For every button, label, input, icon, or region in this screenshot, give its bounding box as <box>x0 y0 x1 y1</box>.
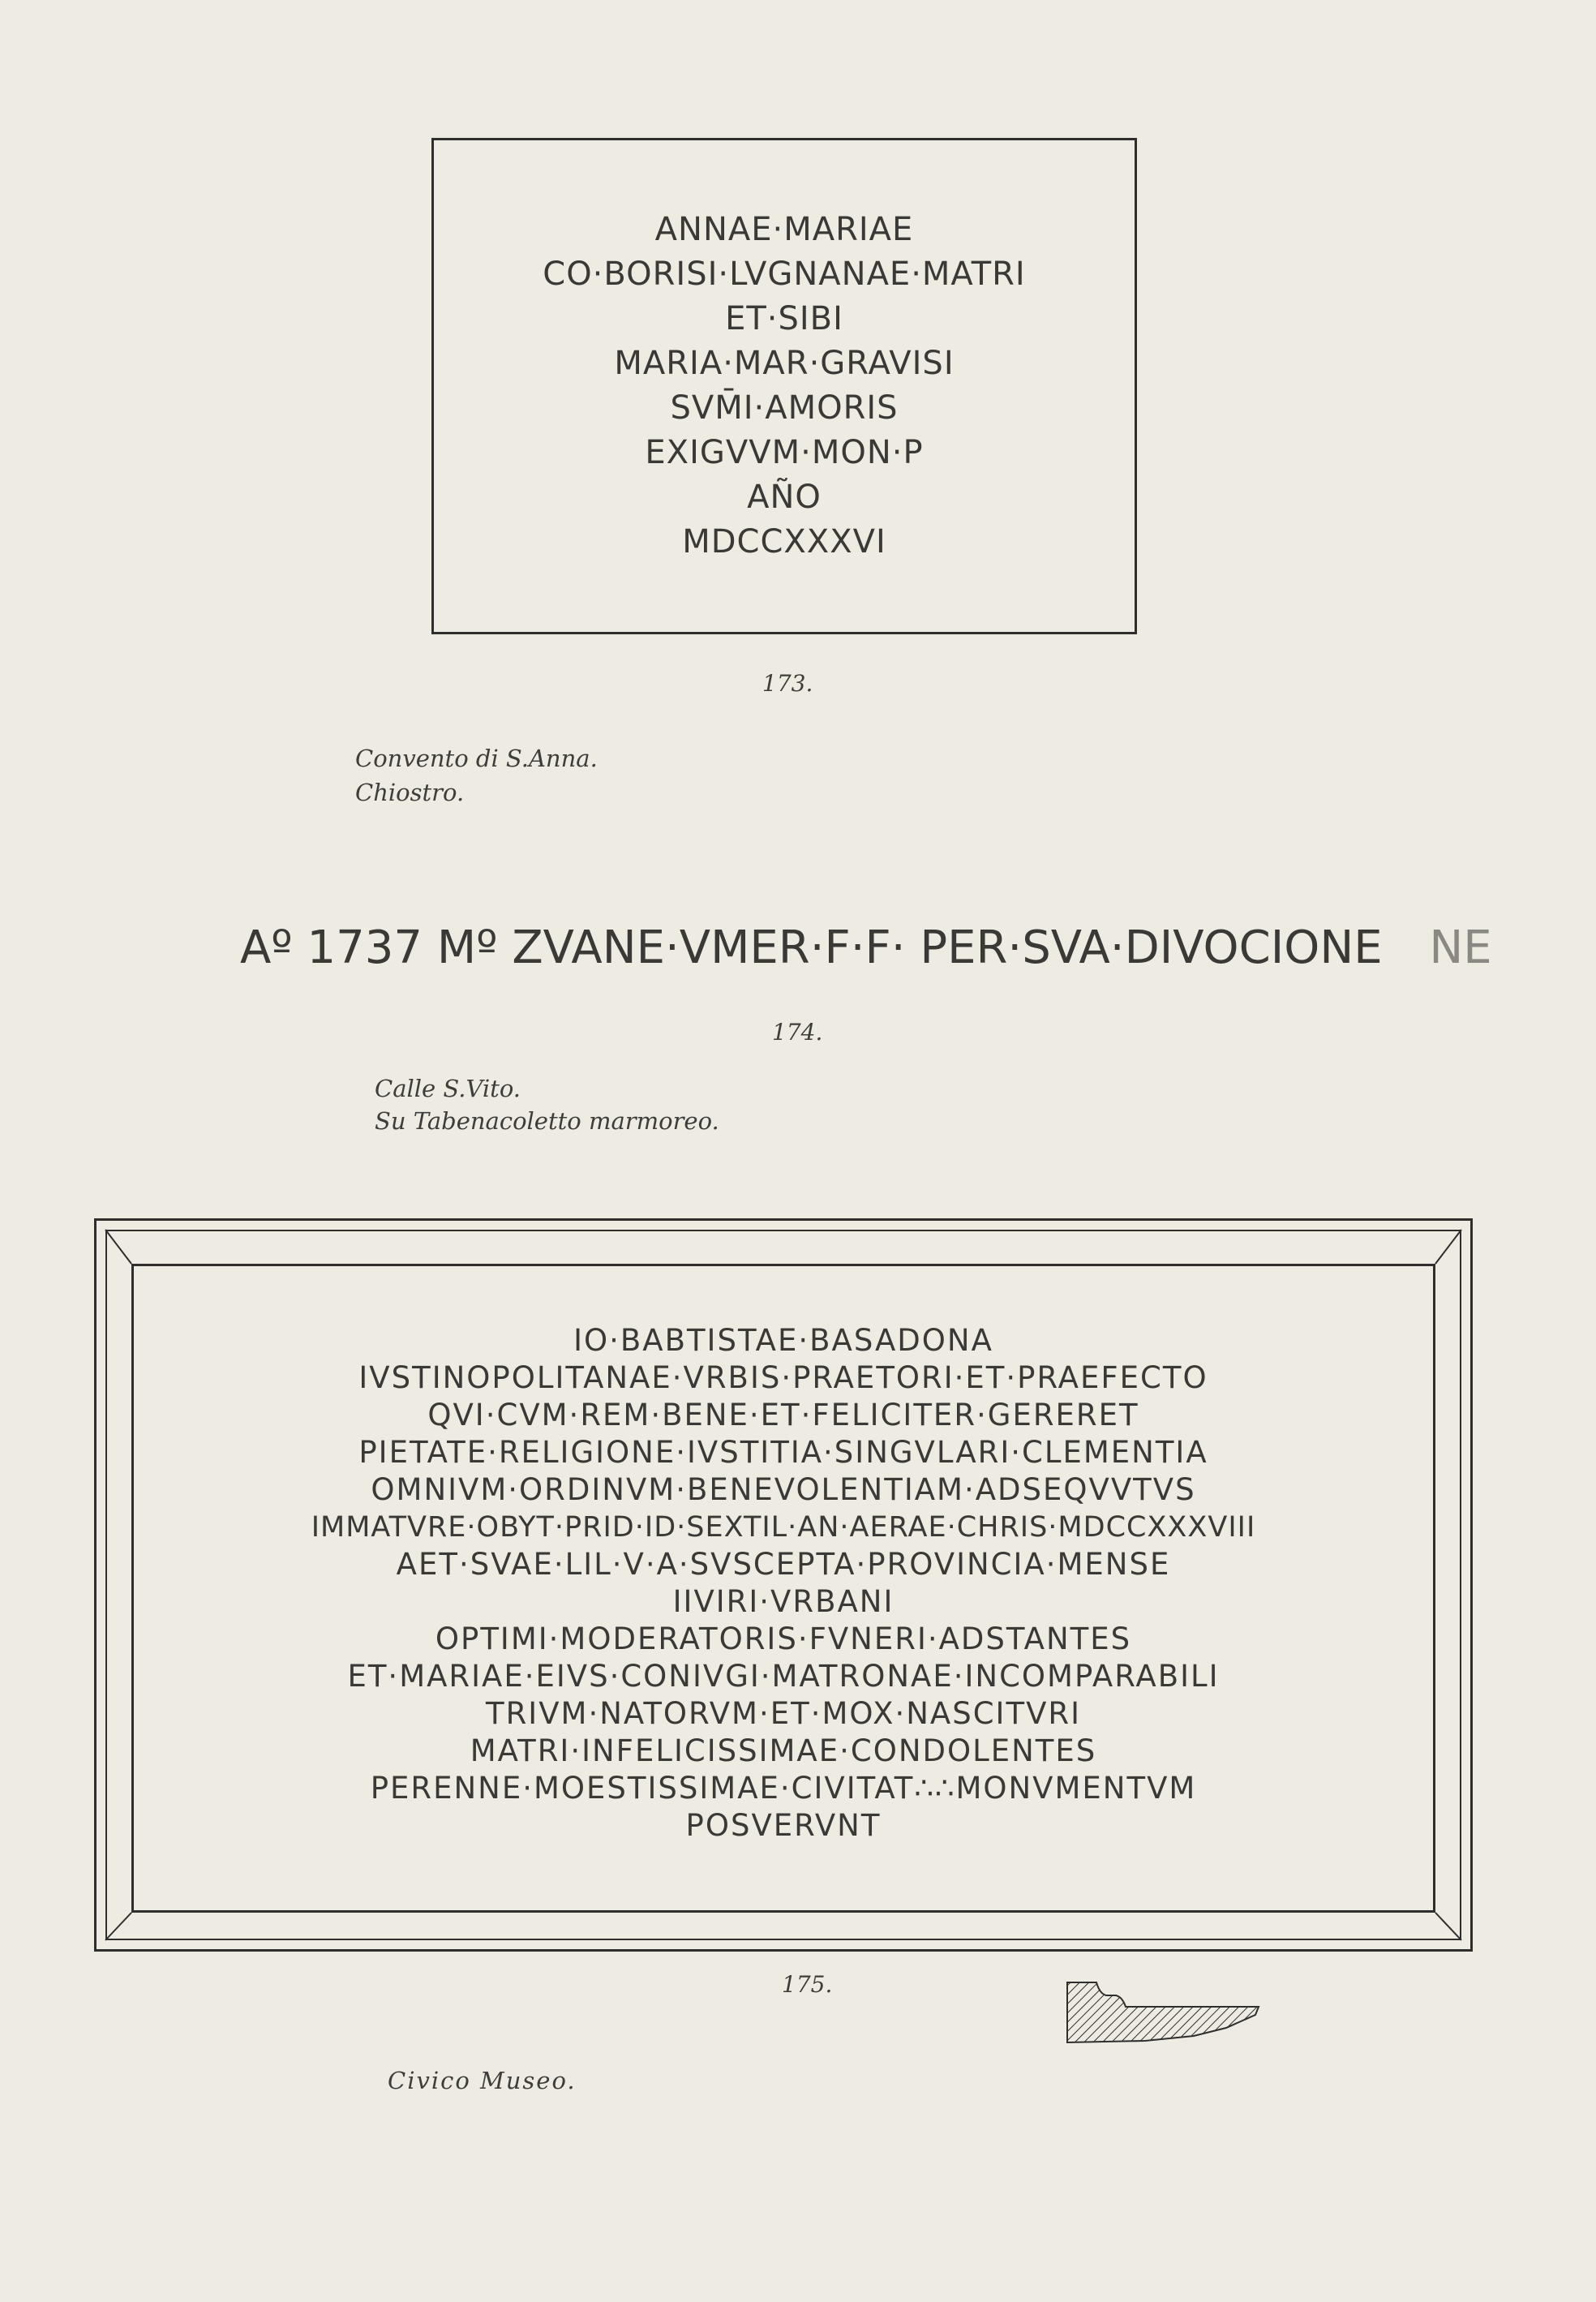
moulding-profile-drawing <box>1064 1979 1267 2044</box>
inscription-line: EXIGVVM·MON·P <box>645 434 924 471</box>
inscription-line: CO·BORISI·LVGNANAE·MATRI <box>543 256 1026 293</box>
plate-number-173: 173. <box>762 670 813 697</box>
plate-number-174: 174. <box>772 1019 823 1046</box>
inscription-line: IO·BABTISTAE·BASADONA <box>573 1323 993 1358</box>
inscription-line: AÑO <box>747 479 822 516</box>
inscription-line: TRIVM·NATORVM·ET·MOX·NASCITVRI <box>485 1696 1082 1731</box>
plate-number-175: 175. <box>782 1971 833 1998</box>
location-note-173 <box>355 741 598 810</box>
inscription-line: QVI·CVM·REM·BENE·ET·FELICITER·GERERET <box>427 1398 1139 1432</box>
location-line: Calle S.Vito. <box>375 1075 521 1102</box>
inscription-line: IIVIRI·VRBANI <box>672 1584 895 1619</box>
location-note-175: Civico Museo. <box>388 2067 577 2094</box>
inscription-line: OMNIVM·ORDINVM·BENEVOLENTIAM·ADSEQVVTVS <box>371 1472 1196 1507</box>
inscription-line: ET·MARIAE·EIVS·CONIVGI·MATRONAE·INCOMPARABILI <box>347 1659 1220 1694</box>
inscription-line: POSVERVNT <box>685 1808 882 1843</box>
location-line: Su Tabenacoletto marmoreo. <box>375 1107 719 1135</box>
inscription-line: Aº 1737 Mº ZVANE·VMER·F·F· PER·SVA·DIVOCIONE <box>240 921 1383 974</box>
inscription-line: IMMATVRE·OBYT·PRID·ID·SEXTIL·AN·AERAE·CHRIS·MDCCXXXVIII <box>311 1511 1256 1544</box>
inscription-line: IVSTINOPOLITANAE·VRBIS·PRAETORI·ET·PRAEFECTO <box>358 1360 1208 1395</box>
inscription-line: AET·SVAE·LIL·V·A·SVSCEPTA·PROVINCIA·MENSE <box>396 1547 1171 1582</box>
inscription-line: OPTIMI·MODERATORIS·FVNERI·ADSTANTES <box>435 1621 1132 1656</box>
location-line: Chiostro. <box>355 779 465 806</box>
inscription-line: MATRI·INFELICISSIMAE·CONDOLENTES <box>470 1733 1097 1768</box>
inscription-line: ANNAE·MARIAE <box>654 211 914 248</box>
inscription-175 <box>131 1322 1435 1845</box>
monogram: NE <box>1429 921 1492 974</box>
inscription-line: PERENNE·MOESTISSIMAE·CIVITAT∴∴MONVMENTVM <box>370 1771 1197 1806</box>
inscription-174 <box>240 921 1492 974</box>
inscription-line: SVM̄I·AMORIS <box>670 389 899 427</box>
location-line: Convento di S.Anna. <box>355 745 598 772</box>
location-note-174 <box>375 1072 719 1137</box>
inscription-173 <box>431 208 1137 565</box>
inscription-line: ET·SIBI <box>725 300 843 337</box>
inscription-line: MDCCXXXVI <box>682 523 886 560</box>
inscription-line: PIETATE·RELIGIONE·IVSTITIA·SINGVLARI·CLEMENTIA <box>358 1435 1208 1470</box>
inscription-line: MARIA·MAR·GRAVISI <box>614 345 955 382</box>
